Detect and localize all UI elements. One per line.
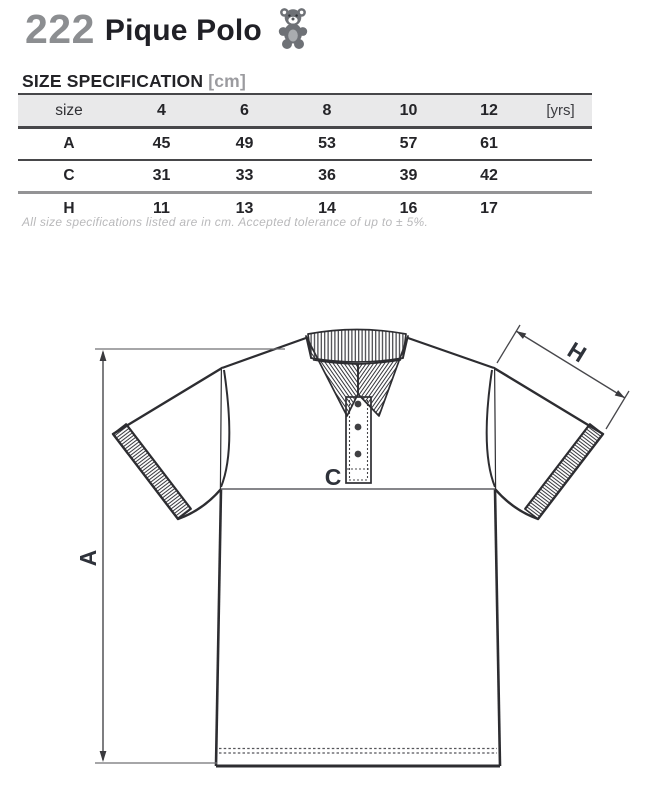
row-label-a: A: [63, 135, 75, 152]
unit-label: [cm]: [208, 71, 246, 91]
col-header-8: 8: [322, 101, 332, 119]
size-value: 16: [399, 200, 418, 217]
size-value: 14: [318, 200, 336, 217]
col-header-6: 6: [240, 101, 249, 119]
right-sleeve: [494, 368, 603, 519]
size-value: 17: [480, 200, 498, 217]
col-header-size: size: [55, 101, 83, 119]
measure-a-label: A: [75, 549, 101, 567]
size-value: 13: [235, 200, 254, 217]
measure-h-label: H: [563, 336, 591, 368]
col-header-yrs: [yrs]: [546, 102, 575, 119]
product-number: 222: [25, 6, 95, 52]
col-header-12: 12: [480, 101, 498, 119]
size-value: 57: [399, 135, 418, 152]
col-header-4: 4: [157, 101, 166, 119]
button: [355, 401, 362, 408]
row-label-c: C: [63, 167, 75, 184]
size-value: 49: [235, 135, 254, 152]
size-value: 11: [153, 200, 170, 217]
product-name: Pique Polo: [104, 13, 262, 47]
col-header-10: 10: [399, 101, 418, 119]
size-value: 36: [318, 167, 336, 184]
row-label-h: H: [63, 200, 75, 217]
tolerance-note: All size specifications listed are in cm. Accepted tolerance of up to ± 5%.: [22, 215, 429, 229]
left-sleeve: [113, 368, 222, 519]
size-value: 31: [152, 167, 171, 184]
section-heading-text: SIZE SPECIFICATION: [22, 71, 204, 91]
button: [355, 451, 362, 458]
size-value: 61: [480, 135, 498, 152]
size-value: 39: [399, 167, 418, 184]
size-value: 33: [235, 167, 254, 184]
size-value: 45: [152, 135, 171, 152]
size-value: 42: [480, 167, 498, 184]
button: [355, 424, 362, 431]
size-value: 53: [318, 135, 336, 152]
measure-c-label: C: [324, 464, 342, 490]
